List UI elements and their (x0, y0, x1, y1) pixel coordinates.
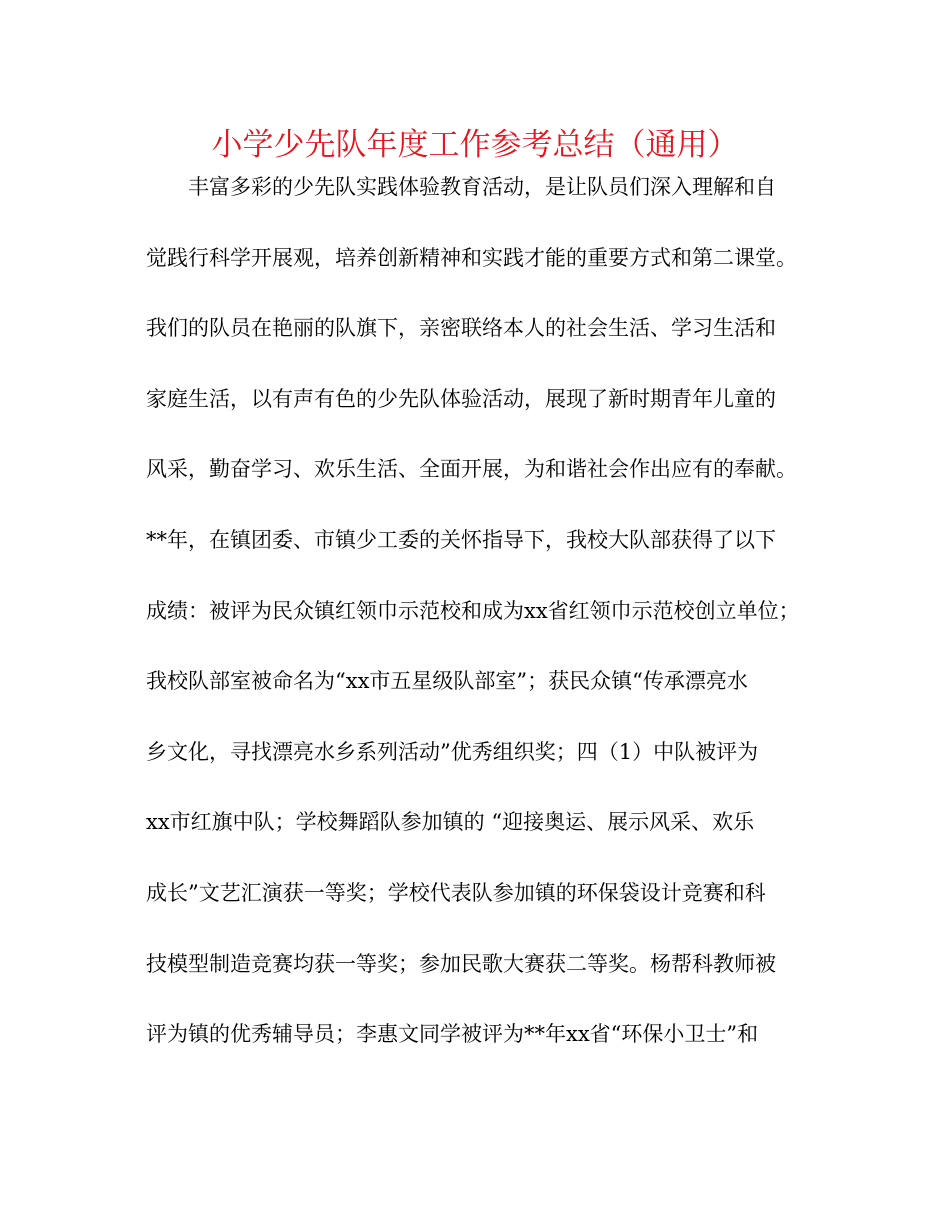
paragraph-line: 成绩：被评为民众镇红领巾示范校和成为xx省红领巾示范校创立单位； (146, 598, 800, 623)
paragraph-line: 我校队部室被命名为“xx市五星级队部室”；获民众镇“传承漂亮水 (146, 669, 748, 694)
document-title: 小学少先队年度工作参考总结（通用） (211, 127, 739, 163)
paragraph-line: 我们的队员在艳丽的队旗下，亲密联络本人的社会生活、学习生活和 (146, 316, 776, 341)
paragraph-line: 家庭生活，以有声有色的少先队体验活动，展现了新时期青年儿童的 (146, 386, 776, 411)
paragraph-line: **年，在镇团委、市镇少工委的关怀指导下，我校大队部获得了以下 (146, 527, 776, 552)
paragraph-line: xx市红旗中队；学校舞蹈队参加镇的 “迎接奥运、展示风采、欢乐 (146, 810, 755, 835)
paragraph-line: 觉践行科学开展观，培养创新精神和实践才能的重要方式和第二课堂。 (146, 245, 797, 270)
paragraph-line: 评为镇的优秀辅导员；李惠文同学被评为**年xx省“环保小卫士”和 (146, 1022, 759, 1047)
document-body (146, 173, 826, 1091)
paragraph-line: 乡文化，寻找漂亮水乡系列活动”优秀组织奖；四（1）中队被评为 (146, 739, 759, 764)
paragraph-line: 丰富多彩的少先队实践体验教育活动，是让队员们深入理解和自 (188, 175, 776, 199)
paragraph-line: 风采，勤奋学习、欢乐生活、全面开展，为和谐社会作出应有的奉献。 (146, 457, 797, 482)
paragraph-line: 技模型制造竞赛均获一等奖；参加民歌大赛获二等奖。杨帮科教师被 (146, 951, 776, 976)
paragraph-line: 成长”文艺汇演获一等奖；学校代表队参加镇的环保袋设计竞赛和科 (146, 880, 766, 905)
